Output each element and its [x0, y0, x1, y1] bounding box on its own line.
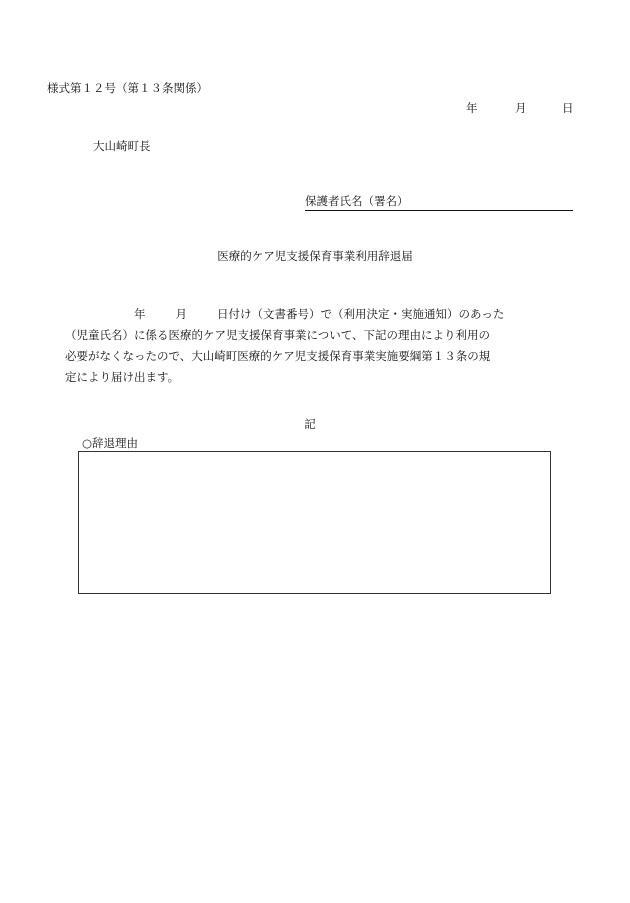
body-line-1-rest: 日付け（文書番号）で（利用決定・実施通知）のあった — [217, 307, 505, 321]
note-mark: 記 — [304, 417, 316, 431]
form-number: 様式第１２号（第１３条関係） — [47, 81, 208, 95]
body-line-4: 定により届け出ます。 — [65, 370, 180, 384]
body-line-2: （児童氏名）に係る医療的ケア児支援保育事業について、下記の理由により利用の — [65, 328, 491, 342]
reason-label: ○辞退理由 — [82, 436, 139, 450]
date-year-label: 年 — [466, 101, 478, 115]
body-text — [65, 304, 504, 388]
date-day-label: 日 — [562, 101, 574, 115]
body-line-3: 必要がなくなったので、大山崎町医療的ケア児支援保育事業実施要綱第１３条の規 — [65, 349, 491, 363]
date-month-label: 月 — [515, 101, 527, 115]
body-year: 年 — [134, 307, 146, 321]
body-month: 月 — [175, 307, 187, 321]
guardian-signature-label: 保護者氏名（署名） — [305, 194, 409, 208]
reason-input-box[interactable] — [78, 451, 551, 594]
body-line-1 — [65, 304, 504, 325]
recipient: 大山崎町長 — [93, 139, 151, 153]
document-title: 医療的ケア児支援保育事業利用辞退届 — [217, 249, 413, 263]
guardian-signature-field[interactable] — [305, 193, 573, 211]
